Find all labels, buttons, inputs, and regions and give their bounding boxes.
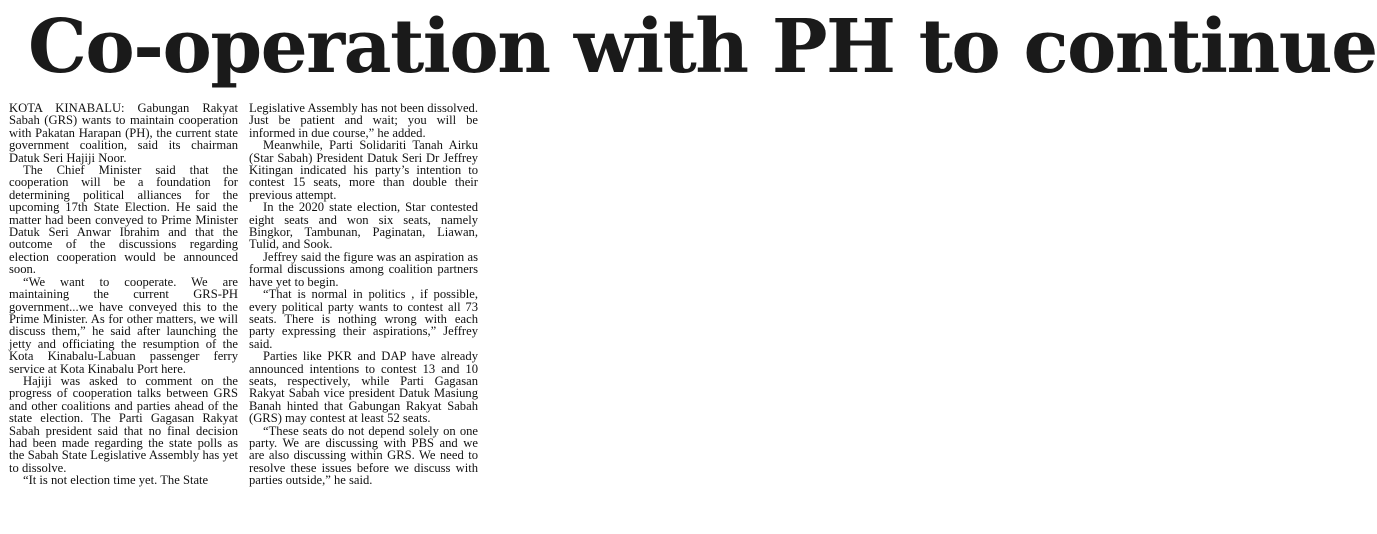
paragraph: Parties like PKR and DAP have already announced intentions to contest 13 and 10 seats, respectively, while Parti Gagasan Rakyat Sabah vice president Datuk Masiung Banah hinted that Gabungan Rakyat Sabah (GRS) may contest at least 52 seats. bbox=[249, 349, 478, 426]
paragraph: “We want to cooperate. We are maintaining the current GRS-PH government...we have conveyed this to the Prime Minister. As for other matters, we will discuss them,” he said after launching the jetty and officiating the resumption of the Kota Kinabalu-Labuan passenger ferry service at Kota Kinabalu Port here. bbox=[9, 274, 238, 376]
paragraph: “That is normal in politics , if possible, every political party wants to contest all 73 seats. There is nothing wrong with each party expressing their aspirations,” Jeffrey said. bbox=[249, 287, 478, 351]
paragraph: Meanwhile, Parti Solidariti Tanah Airku (Star Sabah) President Datuk Seri Dr Jeffrey Kitingan indicated his party’s intention to contest 15 seats, more than double their previous attempt. bbox=[249, 138, 478, 202]
article-column-1 bbox=[9, 102, 238, 487]
paragraph: “These seats do not depend solely on one party. We are discussing with PBS and we are also discussing within GRS. We need to resolve these issues before we discuss with parties outside,” he said. bbox=[249, 423, 478, 488]
paragraph: The Chief Minister said that the cooperation will be a foundation for determining political alliances for the upcoming 17th State Election. He said the matter had been conveyed to Prime Minister Datuk Seri Anwar Ibrahim and that the outcome of the discussions regarding election cooperation would be announced soon. bbox=[9, 163, 238, 277]
article-headline: Co-operation with PH to continue bbox=[28, 4, 1377, 90]
paragraph: Hajiji was asked to comment on the progress of cooperation talks between GRS and other coalitions and parties ahead of the state election. The Parti Gagasan Rakyat Sabah president said that no final decision had been made regarding the state polls as the Sabah State Legislative Assembly has yet to dissolve. bbox=[9, 373, 238, 475]
paragraph: Jeffrey said the figure was an aspiration as formal discussions among coalition partners have yet to begin. bbox=[249, 249, 478, 289]
paragraph: “It is not election time yet. The State bbox=[23, 473, 209, 488]
paragraph: In the 2020 state election, Star contested eight seats and won six seats, namely Bingkor, Tambunan, Paginatan, Liawan, Tulid, and Sook. bbox=[249, 200, 478, 252]
article-column-2 bbox=[249, 102, 478, 487]
paragraph: Legislative Assembly has not been dissolved. Just be patient and wait; you will be informed in due course,” he added. bbox=[249, 101, 478, 140]
paragraph: KOTA KINABALU: Gabungan Rakyat Sabah (GRS) wants to maintain cooperation with Pakatan Harapan (PH), the current state government coalition, said its chairman Datuk Seri Hajiji Noor. bbox=[9, 101, 238, 165]
